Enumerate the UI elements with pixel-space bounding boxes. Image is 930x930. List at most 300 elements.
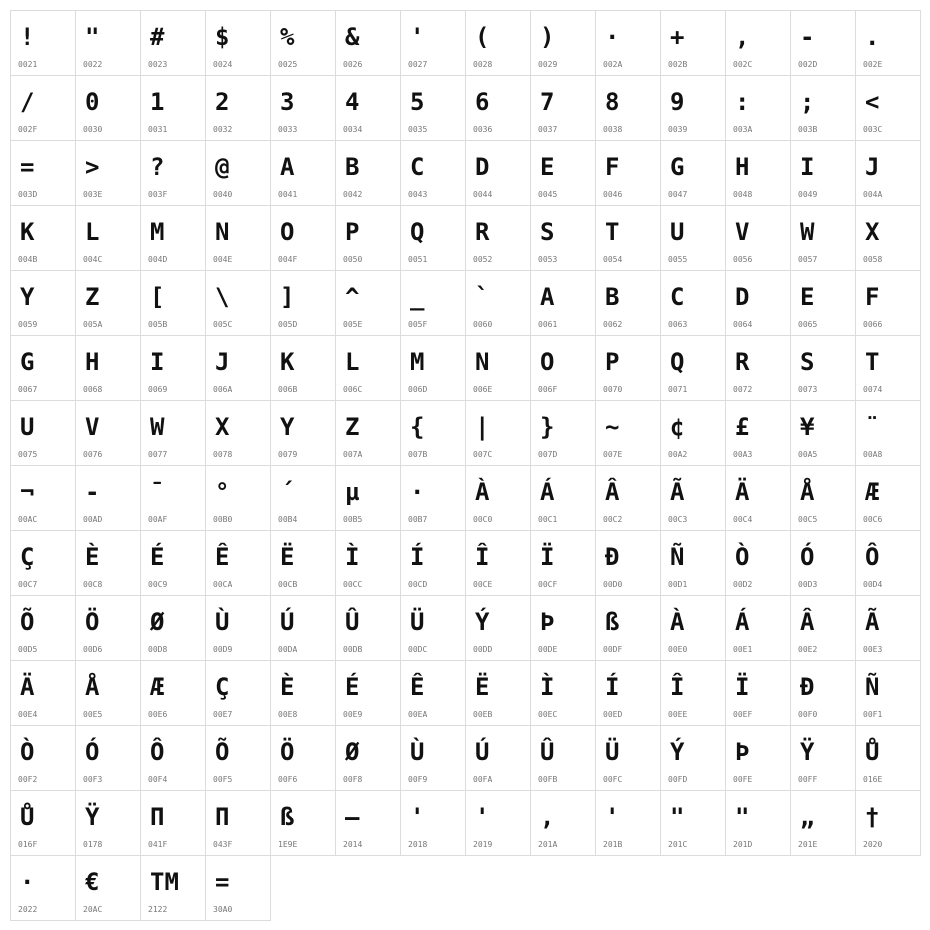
glyph-cell[interactable] xyxy=(660,725,726,791)
glyph-cell[interactable] xyxy=(465,10,531,76)
glyph-cell[interactable] xyxy=(270,205,336,271)
glyph-cell[interactable] xyxy=(75,530,141,596)
codepoint-label: 041F xyxy=(148,840,168,849)
glyph-char: ` xyxy=(475,283,490,311)
glyph-cell[interactable] xyxy=(205,530,271,596)
glyph-cell[interactable] xyxy=(335,205,401,271)
codepoint-label: 0055 xyxy=(668,255,688,264)
glyph-cell[interactable] xyxy=(790,75,856,141)
glyph-cell[interactable] xyxy=(855,400,921,466)
glyph-cell[interactable] xyxy=(530,595,596,661)
codepoint-label: 002E xyxy=(863,60,883,69)
glyph-cell[interactable] xyxy=(660,75,726,141)
glyph-char: - xyxy=(85,478,100,506)
codepoint-label: 00F6 xyxy=(278,775,298,784)
glyph-cell[interactable] xyxy=(75,270,141,336)
glyph-cell[interactable] xyxy=(205,140,271,206)
codepoint-label: 00CB xyxy=(278,580,298,589)
glyph-cell[interactable] xyxy=(530,725,596,791)
glyph-cell[interactable] xyxy=(140,400,206,466)
glyph-cell[interactable] xyxy=(790,725,856,791)
glyph-char: ¯ xyxy=(150,478,165,506)
glyph-cell[interactable] xyxy=(205,855,271,921)
glyph-cell[interactable] xyxy=(660,205,726,271)
glyph-cell[interactable] xyxy=(140,595,206,661)
glyph-char: = xyxy=(215,868,230,896)
glyph-char: Ù xyxy=(215,608,230,636)
glyph-cell[interactable] xyxy=(530,335,596,401)
glyph-cell[interactable] xyxy=(140,855,206,921)
glyph-cell[interactable] xyxy=(855,205,921,271)
glyph-char: F xyxy=(865,283,880,311)
glyph-cell[interactable] xyxy=(660,400,726,466)
glyph-char: P xyxy=(345,218,360,246)
codepoint-label: 002A xyxy=(603,60,623,69)
glyph-cell[interactable] xyxy=(270,660,336,726)
glyph-cell[interactable] xyxy=(725,205,791,271)
codepoint-label: 00B4 xyxy=(278,515,298,524)
glyph-cell[interactable] xyxy=(10,790,76,856)
glyph-cell[interactable] xyxy=(205,270,271,336)
glyph-char: Â xyxy=(800,608,815,636)
glyph-cell[interactable] xyxy=(465,335,531,401)
glyph-char: É xyxy=(150,543,165,571)
codepoint-label: 00D1 xyxy=(668,580,688,589)
glyph-char: Ò xyxy=(20,738,35,766)
codepoint-label: 2018 xyxy=(408,840,428,849)
glyph-char: ´ xyxy=(280,478,295,506)
codepoint-label: 0053 xyxy=(538,255,558,264)
glyph-cell[interactable] xyxy=(595,335,661,401)
glyph-cell[interactable] xyxy=(10,10,76,76)
glyph-cell[interactable] xyxy=(855,465,921,531)
codepoint-label: 00D4 xyxy=(863,580,883,589)
glyph-cell[interactable] xyxy=(10,595,76,661)
glyph-cell[interactable] xyxy=(465,465,531,531)
glyph-cell[interactable] xyxy=(335,725,401,791)
glyph-char: Ë xyxy=(280,543,295,571)
glyph-cell[interactable] xyxy=(270,270,336,336)
glyph-cell[interactable] xyxy=(465,400,531,466)
glyph-char: Õ xyxy=(20,608,35,636)
glyph-cell[interactable] xyxy=(530,790,596,856)
codepoint-label: 00B7 xyxy=(408,515,428,524)
glyph-cell[interactable] xyxy=(140,465,206,531)
codepoint-label: 0073 xyxy=(798,385,818,394)
glyph-cell[interactable] xyxy=(75,140,141,206)
glyph-cell[interactable] xyxy=(855,530,921,596)
glyph-cell[interactable] xyxy=(725,725,791,791)
glyph-cell[interactable] xyxy=(725,75,791,141)
glyph-char: Æ xyxy=(865,478,880,506)
glyph-cell[interactable] xyxy=(530,75,596,141)
glyph-cell[interactable] xyxy=(660,465,726,531)
glyph-cell[interactable] xyxy=(465,75,531,141)
glyph-char: È xyxy=(280,673,295,701)
codepoint-label: 0060 xyxy=(473,320,493,329)
glyph-cell[interactable] xyxy=(270,75,336,141)
glyph-char: Z xyxy=(345,413,360,441)
glyph-cell[interactable] xyxy=(660,140,726,206)
glyph-cell[interactable] xyxy=(75,790,141,856)
glyph-cell[interactable] xyxy=(140,335,206,401)
glyph-cell[interactable] xyxy=(725,530,791,596)
glyph-cell[interactable] xyxy=(530,140,596,206)
glyph-cell[interactable] xyxy=(335,335,401,401)
glyph-cell[interactable] xyxy=(140,140,206,206)
codepoint-label: 0178 xyxy=(83,840,103,849)
glyph-cell[interactable] xyxy=(725,790,791,856)
glyph-cell[interactable] xyxy=(400,75,466,141)
glyph-cell[interactable] xyxy=(855,10,921,76)
glyph-cell[interactable] xyxy=(75,465,141,531)
glyph-char: 2 xyxy=(215,88,230,116)
codepoint-label: 0044 xyxy=(473,190,493,199)
codepoint-label: 0023 xyxy=(148,60,168,69)
glyph-cell[interactable] xyxy=(400,205,466,271)
glyph-char: D xyxy=(735,283,750,311)
codepoint-label: 0065 xyxy=(798,320,818,329)
glyph-cell[interactable] xyxy=(75,400,141,466)
glyph-cell[interactable] xyxy=(205,595,271,661)
glyph-cell[interactable] xyxy=(205,335,271,401)
glyph-cell[interactable] xyxy=(75,660,141,726)
glyph-cell[interactable] xyxy=(335,270,401,336)
glyph-cell[interactable] xyxy=(75,10,141,76)
glyph-cell[interactable] xyxy=(270,10,336,76)
glyph-cell[interactable] xyxy=(270,400,336,466)
glyph-cell[interactable] xyxy=(530,660,596,726)
glyph-cell[interactable] xyxy=(335,140,401,206)
glyph-cell[interactable] xyxy=(855,660,921,726)
codepoint-label: 00A5 xyxy=(798,450,818,459)
glyph-cell[interactable] xyxy=(465,595,531,661)
glyph-cell[interactable] xyxy=(790,10,856,76)
glyph-char: " xyxy=(670,803,685,831)
glyph-cell[interactable] xyxy=(530,530,596,596)
glyph-cell[interactable] xyxy=(595,725,661,791)
glyph-cell[interactable] xyxy=(465,530,531,596)
glyph-char: $ xyxy=(215,23,230,51)
glyph-cell[interactable] xyxy=(530,270,596,336)
glyph-cell[interactable] xyxy=(660,10,726,76)
glyph-cell[interactable] xyxy=(10,270,76,336)
codepoint-label: 00C9 xyxy=(148,580,168,589)
glyph-cell[interactable] xyxy=(725,465,791,531)
glyph-cell[interactable] xyxy=(595,270,661,336)
glyph-cell[interactable] xyxy=(660,335,726,401)
glyph-cell[interactable] xyxy=(335,465,401,531)
glyph-cell[interactable] xyxy=(400,465,466,531)
glyph-cell[interactable] xyxy=(10,75,76,141)
glyph-cell[interactable] xyxy=(465,205,531,271)
glyph-char: Ð xyxy=(800,673,815,701)
glyph-cell[interactable] xyxy=(400,595,466,661)
glyph-cell[interactable] xyxy=(725,335,791,401)
glyph-cell[interactable] xyxy=(10,465,76,531)
glyph-cell[interactable] xyxy=(400,660,466,726)
codepoint-label: 00DA xyxy=(278,645,298,654)
codepoint-label: 00F0 xyxy=(798,710,818,719)
codepoint-label: 016E xyxy=(863,775,883,784)
codepoint-label: 00F2 xyxy=(18,775,38,784)
codepoint-label: 00FE xyxy=(733,775,753,784)
glyph-char: Ý xyxy=(475,608,490,636)
codepoint-label: 00FF xyxy=(798,775,818,784)
codepoint-label: 005C xyxy=(213,320,233,329)
glyph-cell[interactable] xyxy=(140,10,206,76)
codepoint-label: 0026 xyxy=(343,60,363,69)
glyph-char: Ê xyxy=(410,673,425,701)
glyph-char: T xyxy=(865,348,880,376)
codepoint-label: 007C xyxy=(473,450,493,459)
glyph-cell[interactable] xyxy=(140,270,206,336)
glyph-cell[interactable] xyxy=(595,530,661,596)
glyph-cell[interactable] xyxy=(270,725,336,791)
glyph-cell[interactable] xyxy=(10,530,76,596)
glyph-cell[interactable] xyxy=(335,660,401,726)
glyph-char: · xyxy=(605,23,620,51)
glyph-char: µ xyxy=(345,478,360,506)
codepoint-label: 00E7 xyxy=(213,710,233,719)
glyph-cell[interactable] xyxy=(725,660,791,726)
glyph-cell[interactable] xyxy=(530,465,596,531)
glyph-cell[interactable] xyxy=(270,335,336,401)
glyph-cell[interactable] xyxy=(400,725,466,791)
glyph-cell[interactable] xyxy=(530,205,596,271)
codepoint-label: 2022 xyxy=(18,905,38,914)
glyph-cell[interactable] xyxy=(205,465,271,531)
glyph-cell[interactable] xyxy=(75,595,141,661)
glyph-cell[interactable] xyxy=(335,75,401,141)
glyph-cell[interactable] xyxy=(660,660,726,726)
glyph-cell[interactable] xyxy=(790,530,856,596)
glyph-cell[interactable] xyxy=(140,75,206,141)
glyph-char: R xyxy=(735,348,750,376)
glyph-char: Ů xyxy=(865,738,880,766)
glyph-cell[interactable] xyxy=(400,335,466,401)
codepoint-label: 00EF xyxy=(733,710,753,719)
glyph-cell[interactable] xyxy=(10,140,76,206)
glyph-cell[interactable] xyxy=(725,270,791,336)
glyph-cell[interactable] xyxy=(595,140,661,206)
glyph-cell[interactable] xyxy=(75,75,141,141)
glyph-cell[interactable] xyxy=(75,855,141,921)
glyph-char: H xyxy=(85,348,100,376)
glyph-cell[interactable] xyxy=(75,725,141,791)
glyph-cell[interactable] xyxy=(595,205,661,271)
glyph-cell[interactable] xyxy=(855,595,921,661)
glyph-cell[interactable] xyxy=(10,660,76,726)
glyph-cell[interactable] xyxy=(660,790,726,856)
codepoint-label: 00E1 xyxy=(733,645,753,654)
codepoint-label: 0047 xyxy=(668,190,688,199)
glyph-cell[interactable] xyxy=(205,75,271,141)
codepoint-label: 0077 xyxy=(148,450,168,459)
glyph-cell[interactable] xyxy=(205,205,271,271)
glyph-cell[interactable] xyxy=(400,270,466,336)
glyph-cell[interactable] xyxy=(790,790,856,856)
codepoint-label: 00DC xyxy=(408,645,428,654)
codepoint-label: 0070 xyxy=(603,385,623,394)
codepoint-label: 0031 xyxy=(148,125,168,134)
codepoint-label: 0054 xyxy=(603,255,623,264)
glyph-cell[interactable] xyxy=(140,660,206,726)
codepoint-label: 0048 xyxy=(733,190,753,199)
glyph-cell[interactable] xyxy=(270,140,336,206)
glyph-char: ( xyxy=(475,23,490,51)
glyph-cell[interactable] xyxy=(790,335,856,401)
glyph-cell[interactable] xyxy=(725,595,791,661)
glyph-char: ? xyxy=(150,153,165,181)
codepoint-label: 00AF xyxy=(148,515,168,524)
glyph-cell[interactable] xyxy=(335,790,401,856)
glyph-cell[interactable] xyxy=(10,855,76,921)
glyph-cell[interactable] xyxy=(790,140,856,206)
glyph-cell[interactable] xyxy=(725,10,791,76)
glyph-cell[interactable] xyxy=(790,400,856,466)
codepoint-label: 0064 xyxy=(733,320,753,329)
glyph-cell[interactable] xyxy=(660,595,726,661)
codepoint-label: 0037 xyxy=(538,125,558,134)
glyph-cell[interactable] xyxy=(595,10,661,76)
glyph-cell[interactable] xyxy=(10,400,76,466)
glyph-cell[interactable] xyxy=(465,140,531,206)
glyph-char: Ó xyxy=(800,543,815,571)
glyph-cell[interactable] xyxy=(855,75,921,141)
codepoint-label: 005F xyxy=(408,320,428,329)
glyph-char: A xyxy=(280,153,295,181)
glyph-cell[interactable] xyxy=(595,790,661,856)
glyph-cell[interactable] xyxy=(335,530,401,596)
glyph-cell[interactable] xyxy=(140,790,206,856)
glyph-char: Q xyxy=(670,348,685,376)
codepoint-label: 00B0 xyxy=(213,515,233,524)
glyph-cell[interactable] xyxy=(270,530,336,596)
codepoint-label: 00E9 xyxy=(343,710,363,719)
glyph-cell[interactable] xyxy=(595,75,661,141)
glyph-cell[interactable] xyxy=(855,140,921,206)
codepoint-label: 0076 xyxy=(83,450,103,459)
codepoint-label: 0029 xyxy=(538,60,558,69)
codepoint-label: 0040 xyxy=(213,190,233,199)
glyph-cell[interactable] xyxy=(660,270,726,336)
glyph-cell[interactable] xyxy=(465,660,531,726)
codepoint-label: 007D xyxy=(538,450,558,459)
glyph-cell[interactable] xyxy=(855,725,921,791)
glyph-cell[interactable] xyxy=(595,595,661,661)
glyph-cell[interactable] xyxy=(725,140,791,206)
glyph-cell[interactable] xyxy=(75,335,141,401)
glyph-char: Ø xyxy=(150,608,165,636)
glyph-char: U xyxy=(670,218,685,246)
glyph-char: X xyxy=(215,413,230,441)
glyph-char: . xyxy=(865,23,880,51)
codepoint-label: 0066 xyxy=(863,320,883,329)
codepoint-label: 0072 xyxy=(733,385,753,394)
codepoint-label: 00ED xyxy=(603,710,623,719)
glyph-cell[interactable] xyxy=(595,465,661,531)
codepoint-label: 0034 xyxy=(343,125,363,134)
glyph-cell[interactable] xyxy=(530,10,596,76)
glyph-cell[interactable] xyxy=(205,400,271,466)
glyph-cell[interactable] xyxy=(10,205,76,271)
glyph-cell[interactable] xyxy=(855,270,921,336)
glyph-cell[interactable] xyxy=(140,725,206,791)
codepoint-label: 0050 xyxy=(343,255,363,264)
glyph-cell[interactable] xyxy=(140,205,206,271)
codepoint-label: 201C xyxy=(668,840,688,849)
glyph-cell[interactable] xyxy=(270,595,336,661)
glyph-cell[interactable] xyxy=(400,790,466,856)
glyph-char: Ä xyxy=(20,673,35,701)
glyph-cell[interactable] xyxy=(660,530,726,596)
glyph-cell[interactable] xyxy=(75,205,141,271)
glyph-cell[interactable] xyxy=(400,400,466,466)
glyph-cell[interactable] xyxy=(10,335,76,401)
glyph-cell[interactable] xyxy=(790,270,856,336)
glyph-cell[interactable] xyxy=(465,790,531,856)
codepoint-label: 006D xyxy=(408,385,428,394)
glyph-cell[interactable] xyxy=(205,725,271,791)
glyph-cell[interactable] xyxy=(205,660,271,726)
glyph-cell[interactable] xyxy=(790,205,856,271)
glyph-cell[interactable] xyxy=(205,10,271,76)
glyph-cell[interactable] xyxy=(335,400,401,466)
glyph-cell[interactable] xyxy=(270,465,336,531)
glyph-cell[interactable] xyxy=(855,790,921,856)
glyph-cell[interactable] xyxy=(595,400,661,466)
glyph-cell[interactable] xyxy=(270,790,336,856)
glyph-cell[interactable] xyxy=(465,725,531,791)
codepoint-label: 002F xyxy=(18,125,38,134)
glyph-cell[interactable] xyxy=(530,400,596,466)
glyph-char: Ì xyxy=(345,543,360,571)
codepoint-label: 0032 xyxy=(213,125,233,134)
glyph-cell[interactable] xyxy=(335,595,401,661)
codepoint-label: 00E5 xyxy=(83,710,103,719)
glyph-cell[interactable] xyxy=(790,595,856,661)
glyph-char: - xyxy=(800,23,815,51)
glyph-cell[interactable] xyxy=(140,530,206,596)
codepoint-label: 0074 xyxy=(863,385,883,394)
glyph-cell[interactable] xyxy=(790,465,856,531)
glyph-char: ¥ xyxy=(800,413,815,441)
glyph-char: ' xyxy=(475,803,490,831)
glyph-char: J xyxy=(215,348,230,376)
glyph-cell[interactable] xyxy=(10,725,76,791)
glyph-cell[interactable] xyxy=(595,660,661,726)
codepoint-label: 002C xyxy=(733,60,753,69)
glyph-cell[interactable] xyxy=(335,10,401,76)
glyph-cell[interactable] xyxy=(400,530,466,596)
glyph-cell[interactable] xyxy=(205,790,271,856)
glyph-char: ¢ xyxy=(670,413,685,441)
glyph-cell[interactable] xyxy=(725,400,791,466)
codepoint-label: 201B xyxy=(603,840,623,849)
glyph-char: J xyxy=(865,153,880,181)
glyph-char: £ xyxy=(735,413,750,441)
glyph-cell[interactable] xyxy=(400,140,466,206)
glyph-char: B xyxy=(345,153,360,181)
glyph-char: ~ xyxy=(605,413,620,441)
glyph-cell[interactable] xyxy=(465,270,531,336)
glyph-cell[interactable] xyxy=(400,10,466,76)
codepoint-label: 0051 xyxy=(408,255,428,264)
glyph-cell[interactable] xyxy=(790,660,856,726)
codepoint-label: 0071 xyxy=(668,385,688,394)
glyph-cell[interactable] xyxy=(855,335,921,401)
